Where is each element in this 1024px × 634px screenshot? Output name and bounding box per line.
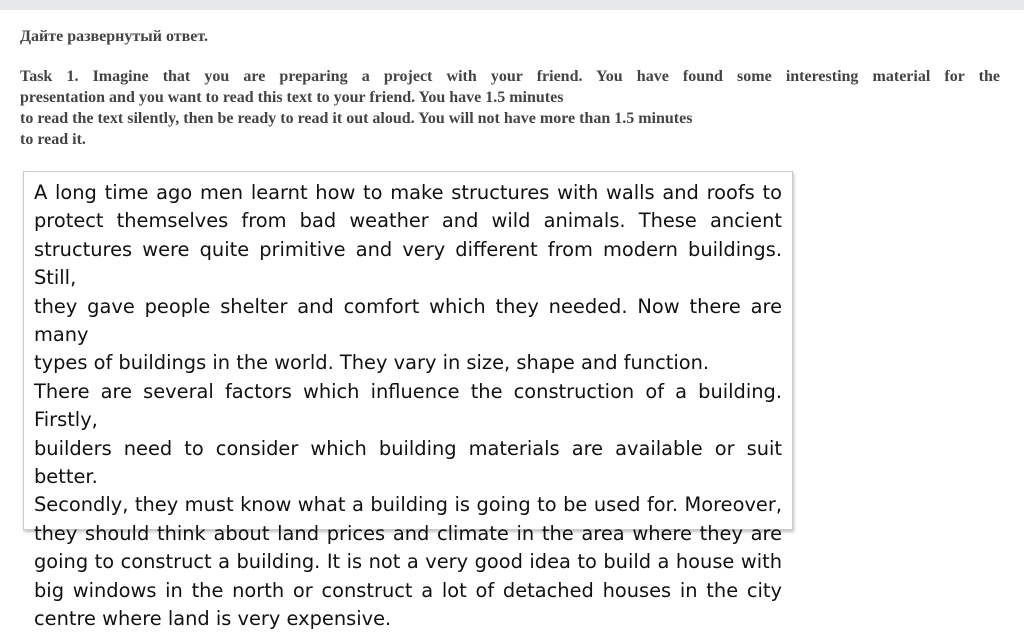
passage-line: they gave people shelter and comfort which they needed. Now there are many xyxy=(34,294,782,347)
task-line: Task 1. Imagine that you are preparing a project with your friend. You have found some interesting material for the xyxy=(20,68,1000,85)
passage-line: structures were quite primitive and very different from modern buildings. Still, xyxy=(34,237,782,290)
top-bar xyxy=(0,0,1024,10)
passage-line: they should think about land prices and climate in the area where they are xyxy=(34,521,782,545)
passage-paragraph-1 xyxy=(34,179,782,378)
passage-paragraph-2 xyxy=(34,378,782,634)
task-line: to read the text silently, then be ready to read it out aloud. You will not have more than 1.5 minutes xyxy=(20,110,693,127)
task-line: presentation and you want to read this text to your friend. You have 1.5 minutes xyxy=(20,89,564,106)
passage-line: A long time ago men learnt how to make structures with walls and roofs to xyxy=(34,181,782,204)
passage-line: builders need to consider which building materials are available or suit better. xyxy=(34,436,782,489)
passage-line: going to construct a building. It is not a very good idea to build a house with xyxy=(34,550,782,574)
task-instructions xyxy=(20,66,1000,150)
passage-line: Secondly, they must know what a building is going to be used for. Moreover, xyxy=(34,493,782,517)
passage-line: centre where land is very expensive. xyxy=(34,607,392,631)
passage-line: protect themselves from bad weather and wild animals. These ancient xyxy=(34,209,782,233)
task-line: to read it. xyxy=(20,131,86,148)
passage-line: types of buildings in the world. They vary in size, shape and function. xyxy=(34,351,710,375)
reading-passage xyxy=(23,171,793,631)
page-heading: Дайте развернутый ответ. xyxy=(20,28,208,45)
passage-line: big windows in the north or construct a lot of detached houses in the city xyxy=(34,578,782,602)
passage-line: There are several factors which influence the construction of a building. Firstly, xyxy=(34,379,782,432)
